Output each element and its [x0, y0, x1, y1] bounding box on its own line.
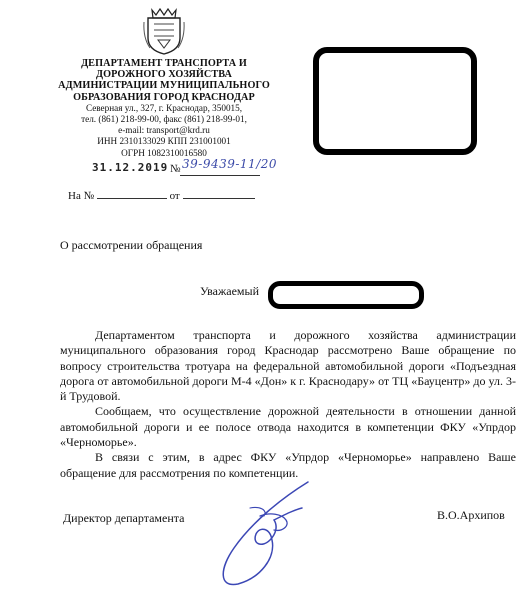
reference-number-blank: [97, 189, 167, 199]
signer-name: В.О.Архипов: [437, 508, 505, 522]
contact-phone: тел. (861) 218-99-00, факс (861) 218-99-01,: [81, 114, 247, 125]
department-name-line: ОБРАЗОВАНИЯ ГОРОД КРАСНОДАР: [73, 91, 255, 103]
signer-title: Директор департамента: [63, 511, 185, 525]
contact-address: Северная ул., 327, г. Краснодар, 350015,: [85, 102, 243, 113]
department-name-line: ДЕПАРТАМЕНТ ТРАНСПОРТА И: [81, 58, 247, 69]
redacted-recipient-name: [268, 281, 424, 309]
contact-inn: ИНН 2310133029 КПП 231001001: [97, 136, 231, 147]
outgoing-number-label: №: [170, 163, 181, 175]
handwritten-signature-icon: [190, 468, 340, 593]
body-paragraph: В связи с этим, в адрес ФКУ «Упрдор «Черноморье» направлено Ваше обращение для рассмотрения по компетенции.: [60, 450, 516, 480]
outgoing-date: 31.12.2019: [92, 161, 169, 174]
greeting: Уважаемый: [200, 284, 259, 298]
contact-email: e-mail: transport@krd.ru: [118, 125, 210, 136]
reference-from-label: от: [169, 190, 180, 202]
letterhead: [58, 58, 270, 159]
outgoing-number-line: [180, 175, 260, 176]
outgoing-number: 39-9439-11/20: [182, 157, 277, 171]
department-name-line: АДМИНИСТРАЦИИ МУНИЦИПАЛЬНОГО: [58, 80, 270, 92]
contact-ogrn: ОГРН 1082310016580: [121, 147, 207, 158]
reference-row: [68, 189, 255, 202]
department-name-line: ДОРОЖНОГО ХОЗЯЙСТВА: [96, 69, 232, 81]
letter-body: [60, 328, 516, 481]
body-paragraph: Сообщаем, что осуществление дорожной деятельности в отношении данной автомобильной дороги и ее полосе отвода находится в компетенции ФКУ «Упрдор «Черноморье».: [60, 404, 516, 450]
reference-prefix: На №: [68, 190, 95, 202]
reference-date-blank: [183, 189, 255, 199]
coat-of-arms-icon: [142, 4, 186, 56]
body-paragraph: Департаментом транспорта и дорожного хозяйства администрации муниципального образования город Краснодар рассмотрено Ваше обращение по вопросу строительства тротуара на федеральной автомобильной дороги «Подъездная дорога от автомобильной дороги М-4 «Дон» к г. Краснодару» от ТЦ «Бауцентр» до ул. 3-й Трудовой.: [60, 328, 516, 404]
redacted-recipient-address: [313, 47, 477, 155]
letter-subject: О рассмотрении обращения: [60, 238, 203, 252]
